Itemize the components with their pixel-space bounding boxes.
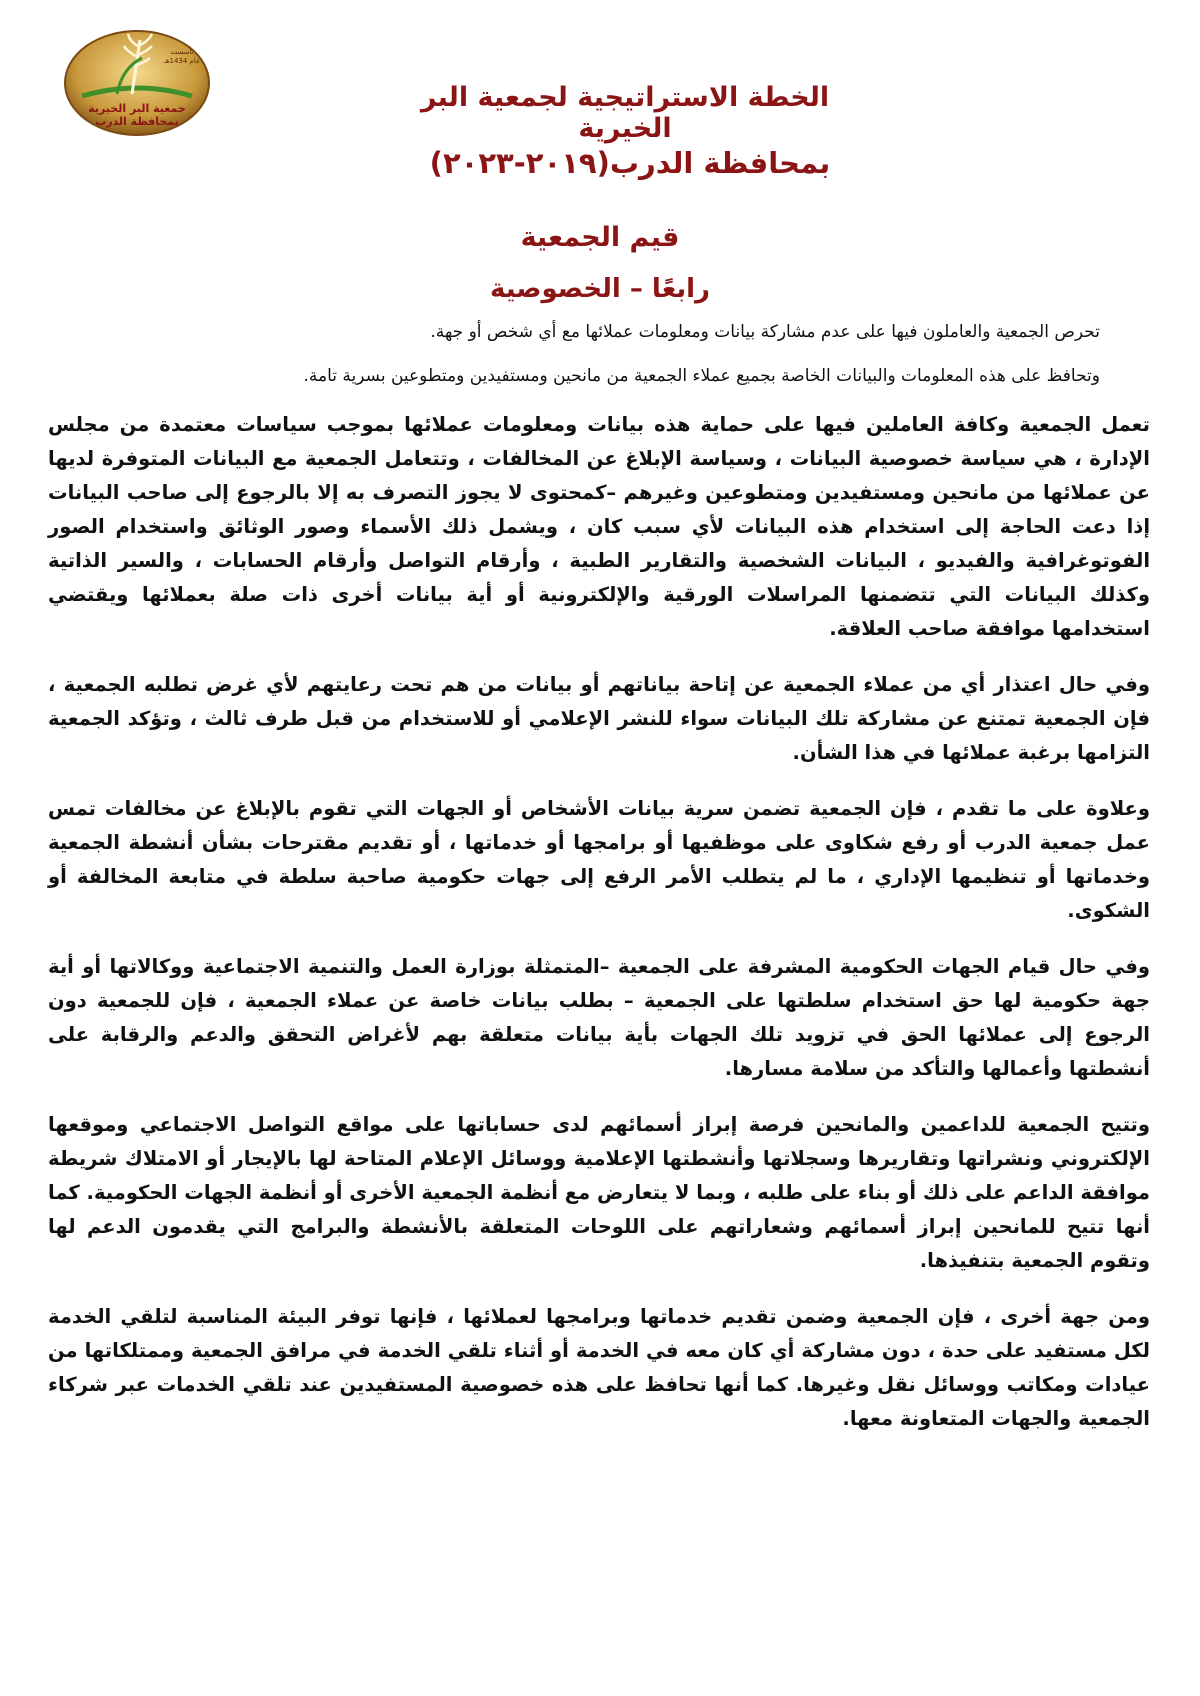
- paragraph: وعلاوة على ما تقدم ، فإن الجمعية تضمن سرية بيانات الأشخاص أو الجهات التي تقوم بالإبلاغ عن مخالفات تمس عمل جمعية الدرب أو رفع شكاوى على موظفيها أو برامجها أو خدماتها ، أو تقديم مقترحات بشأن أنشطة الجمعية وخدماتها أو تنظيمها الإداري ، ما لم يتطلب الأمر الرفع إلى جهات حكومية صاحبة سلطة في متابعة المخالفة أو الشكوى.: [48, 797, 1150, 922]
- logo-name-line-1: جمعية البر الخيرية: [88, 102, 186, 115]
- founded-label: تأسست: [170, 48, 194, 56]
- document-subtitle: بمحافظة الدرب(٢٠١٩-٢٠٢٣): [429, 146, 831, 180]
- logo-name-line-2: بمحافظة الدرب: [95, 115, 179, 128]
- subsection-title: رابعًا – الخصوصية: [489, 274, 711, 304]
- paragraph: تعمل الجمعية وكافة العاملين فيها على حماية هذه بيانات ومعلومات عملائها بموجب سياسات معتمدة من مجلس الإدارة ، هي سياسة خصوصية البيانات ، وسياسة الإبلاغ عن المخالفات ، وتتعامل الجمعية مع البيانات المتوفرة لديها عن عملائها من مانحين ومستفيدين ومتطوعين وغيرهم –كمحتوى لا يجوز التصرف به إلا بالرجوع إلى صاحب البيانات إذا دعت الحاجة إلى استخدام هذه البيانات لأي سبب كان ، ويشمل ذلك الأسماء وصور الوثائق واستخدام الصور الفوتوغرافية والفيديو ، البيانات الشخصية والتقارير الطبية ، وأرقام التواصل وأرقام الحسابات ، والسير الذاتية وكذلك البيانات التي تتضمنها المراسلات الورقية والإلكترونية أو أية بيانات أخرى ذات صلة بعملائها ويقتضي استخدامها موافقة صاحب العلاقة.: [48, 413, 1150, 640]
- paragraph: ومن جهة أخرى ، فإن الجمعية وضمن تقديم خدماتها وبرامجها لعملائها ، فإنها توفر البيئة المناسبة لتلقي الخدمة لكل مستفيد على حدة ، دون مشاركة أي كان معه في الخدمة أو أثناء تلقي الخدمة في مرافق الجمعية وممتلكاتها من عيادات ومكاتب ووسائل نقل وغيرها. كما أنها تحافظ على هذه خصوصية المستفيدين عند تلقي الخدمات عبر شركاء الجمعية والجهات المتعاونة معها.: [48, 1305, 1150, 1430]
- paragraph: وفي حال قيام الجهات الحكومية المشرفة على الجمعية –المتمثلة بوزارة العمل والتنمية الاجتماعية ووكالاتها أو أية جهة حكومية لها حق استخدام سلطتها على الجمعية – بطلب بيانات خاصة عن عملاء الجمعية ، فإن للجمعية دون الرجوع إلى عملائها الحق في تزويد تلك الجهات بأية بيانات متعلقة بهم لأغراض التحقق والدعم والرقابة على أنشطتها وأعمالها والتأكد من سلامة مسارها.: [48, 955, 1150, 1080]
- section-title: قيم الجمعية: [520, 222, 680, 253]
- intro-line-2: وتحافظ على هذه المعلومات والبيانات الخاصة بجميع عملاء الجمعية من مانحين ومستفيدين ومتطوعين بسرية تامة.: [303, 366, 1100, 386]
- intro-line-1: تحرص الجمعية والعاملون فيها على عدم مشاركة بيانات ومعلومات عملائها مع أي شخص أو جهة.: [430, 322, 1100, 342]
- document-title: الخطة الاستراتيجية لجمعية البر الخيرية: [420, 82, 830, 144]
- association-logo: [62, 28, 212, 138]
- document-body: [48, 408, 1150, 1458]
- founded-year: عام 1434هـ: [163, 57, 201, 65]
- paragraph: وتتيح الجمعية للداعمين والمانحين فرصة إبراز أسمائهم لدى حساباتها على مواقع التواصل الاجتماعي وموقعها الإلكتروني ونشراتها وتقاريرها وسجلاتها وأنشطتها الإعلامية ووسائل الإعلام المتاحة لها بالإيجار أو الامتلاك شريطة موافقة الداعم على ذلك أو بناء على طلبه ، وبما لا يتعارض مع أنظمة الجمعية الأخرى أو أنظمة الجهات الحكومية. كما أنها تتيح للمانحين إبراز أسمائهم وشعاراتهم على اللوحات المتعلقة بالأنشطة والبرامج التي يقدمون الدعم لها وتقوم الجمعية بتنفيذها.: [48, 1113, 1150, 1272]
- paragraph: وفي حال اعتذار أي من عملاء الجمعية عن إتاحة بياناتهم أو بيانات من هم تحت رعايتهم لأي غرض تطلبه الجمعية ، فإن الجمعية تمتنع عن مشاركة تلك البيانات سواء للنشر الإعلامي أو للاستخدام من قبل طرف ثالث ، وتؤكد الجمعية التزامها برغبة عملائها في هذا الشأن.: [48, 673, 1150, 764]
